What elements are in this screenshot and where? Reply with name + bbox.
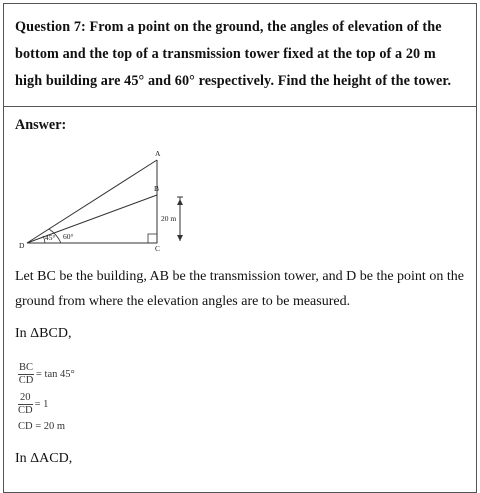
- fraction-numerator: BC: [19, 361, 34, 373]
- fraction-20-cd: [18, 392, 33, 417]
- line-DA: [27, 160, 160, 243]
- label-A: A: [155, 149, 161, 158]
- paragraph-triangle-acd: In ΔACD,: [15, 451, 73, 466]
- answer-label: Answer:: [15, 117, 67, 133]
- arrow-head-down: [177, 235, 183, 241]
- arrow-head-up: [177, 199, 183, 205]
- equation-rhs: = tan 45°: [36, 368, 75, 380]
- equations: [18, 359, 75, 435]
- label-C: C: [155, 244, 161, 253]
- fraction-numerator: 20: [18, 392, 33, 405]
- angle-label-45: 45°: [45, 233, 56, 242]
- equation-rhs: = 1: [34, 398, 49, 410]
- triangle-figure: [15, 147, 205, 255]
- equation-3: CD = 20 m: [18, 421, 66, 432]
- right-angle-mark: [148, 234, 157, 243]
- answer-box: [3, 106, 477, 493]
- question-box: [3, 3, 477, 106]
- equation-2: [18, 389, 75, 419]
- angle-label-60: 60°: [63, 232, 74, 241]
- height-label: 20 m: [161, 214, 177, 223]
- paragraph-triangle-bcd: In ΔBCD,: [15, 326, 72, 341]
- fraction-bc-cd: [18, 362, 34, 387]
- label-B: B: [154, 184, 160, 193]
- paragraph-setup: Let BC be the building, AB be the transmission tower, and D be the point on the ground from where the elevation angles are to be measured.: [15, 269, 464, 309]
- fraction-denominator: CD: [18, 404, 33, 416]
- question-text: Question 7: From a point on the ground, the angles of elevation of the bottom and the top of a transmission tower fixed at the top of a 20 m high building are 45° and 60° respectively. Find the height of the tower.: [15, 19, 452, 89]
- fraction-denominator: CD: [18, 374, 34, 386]
- label-D: D: [19, 241, 25, 250]
- equation-1: [18, 359, 75, 389]
